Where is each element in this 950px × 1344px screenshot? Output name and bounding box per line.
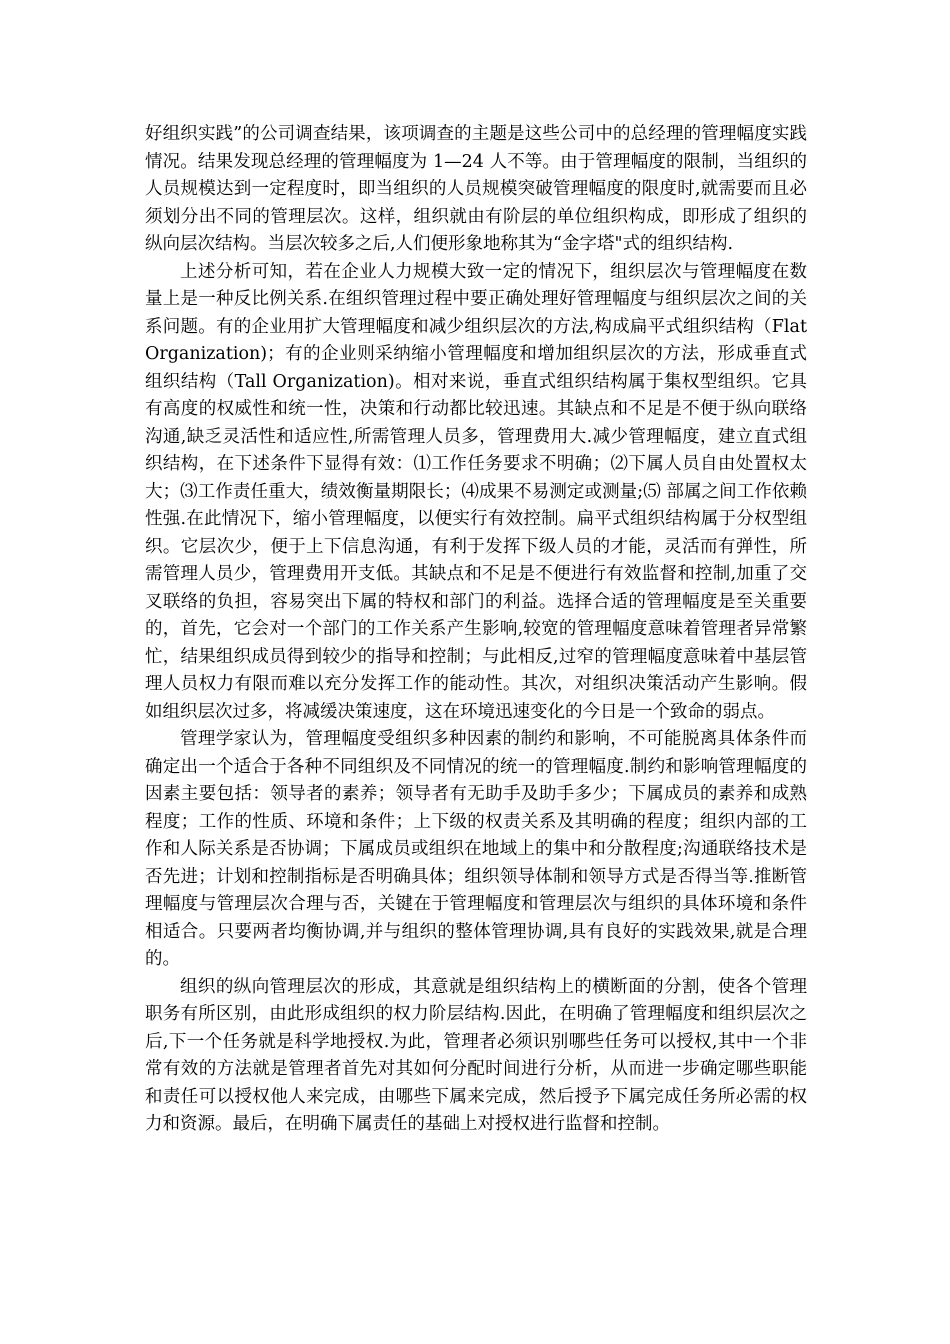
paragraph-continued: 好组织实践”的公司调查结果，该项调查的主题是这些公司中的总经理的管理幅度实践情况。结果发现总经理的管理幅度为 1—24 人不等。由于管理幅度的限制，当组织的人员规模达到一定程度时，即当组织的人员规模突破管理幅度的限度时,就需要而且必须划分出不同的管理层次。这样，组织就由有阶层的单位组织构成，即形成了组织的纵向层次结构。当层次较多之后,人们便形象地称其为“金字塔"式的组织结构. xyxy=(145,124,807,254)
paragraph-influencing-factors: 管理学家认为，管理幅度受组织多种因素的制约和影响，不可能脱离具体条件而确定出一个适合于各种不同组织及不同情况的统一的管理幅度.制约和影响管理幅度的因素主要包括：领导者的素养；领导者有无助手及助手多少；下属成员的素养和成熟程度；工作的性质、环境和条件；上下级的权责关系及其明确的程度；组织内部的工作和人际关系是否协调；下属成员或组织在地域上的集中和分散程度;沟通联络技术是否先进；计划和控制指标是否明确具体；组织领导体制和领导方式是否得当等.推断管理幅度与管理层次合理与否，关键在于管理幅度和管理层次与组织的具体环境和条件相适合。只要两者均衡协调,并与组织的整体管理协调,具有良好的实践效果,就是合理的。 xyxy=(145,729,807,969)
paragraph-delegation: 组织的纵向管理层次的形成，其意就是组织结构上的横断面的分割，使各个管理职务有所区别，由此形成组织的权力阶层结构.因此，在明确了管理幅度和组织层次之后,下一个任务就是科学地授权.为此，管理者必须识别哪些任务可以授权,其中一个非常有效的方法就是管理者首先对其如何分配时间进行分析，从而进一步确定哪些职能和责任可以授权他人来完成，由哪些下属来完成，然后授予下属完成任务所必需的权力和资源。最后，在明确下属责任的基础上对授权进行监督和控制。 xyxy=(145,976,807,1134)
document-body xyxy=(145,121,807,1139)
paragraph-structure-analysis: 上述分析可知，若在企业人力规模大致一定的情况下，组织层次与管理幅度在数量上是一种反比例关系.在组织管理过程中要正确处理好管理幅度与组织层次之间的关系问题。有的企业用扩大管理幅度和减少组织层次的方法,构成扁平式组织结构（Flat Organization)；有的企业则采纳缩小管理幅度和增加组织层次的方法，形成垂直式组织结构（Tall Organization)。相对来说，垂直式组织结构属于集权型组织。它具有高度的权威性和统一性，决策和行动都比较迅速。其缺点和不足是不便于纵向联络沟通,缺乏灵活性和适应性,所需管理人员多，管理费用大.减少管理幅度，建立直式组织结构，在下述条件下显得有效：⑴工作任务要求不明确；⑵下属人员自由处置权太大；⑶工作责任重大，绩效衡量期限长；⑷成果不易测定或测量;⑸ 部属之间工作依赖性强.在此情况下，缩小管理幅度，以便实行有效控制。扁平式组织结构属于分权型组织。它层次少，便于上下信息沟通，有利于发挥下级人员的才能，灵活而有弹性，所需管理人员少，管理费用开支低。其缺点和不足是不便进行有效监督和控制,加重了交叉联络的负担，容易突出下属的特权和部门的利益。选择合适的管理幅度是至关重要的，首先，它会对一个部门的工作关系产生影响,较宽的管理幅度意味着管理者异常繁忙，结果组织成员得到较少的指导和控制；与此相反,过窄的管理幅度意味着中基层管理人员权力有限而难以充分发挥工作的能动性。其次，对组织决策活动产生影响。假如组织层次过多，将减缓决策速度，这在环境迅速变化的今日是一个致命的弱点。 xyxy=(145,261,807,722)
